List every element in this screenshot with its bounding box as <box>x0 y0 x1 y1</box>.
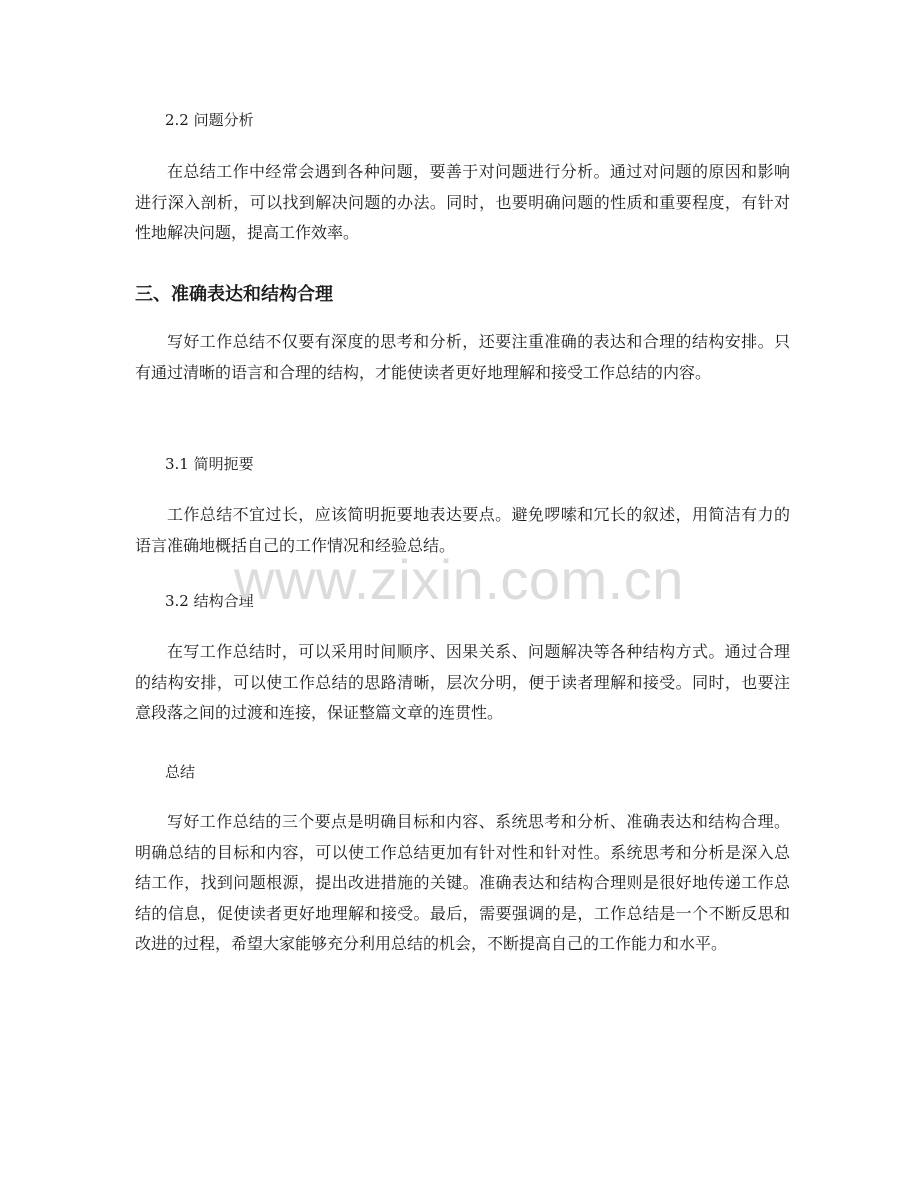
section-3-2-paragraph: 在写工作总结时，可以采用时间顺序、因果关系、问题解决等各种结构方式。通过合理的结构安排，可以使工作总结的思路清晰，层次分明，便于读者理解和接受。同时，也要注意段落之间的过渡和连接，保证整篇文章的连贯性。 <box>135 642 790 722</box>
section-3-1-paragraph: 工作总结不宜过长，应该简明扼要地表达要点。避免啰嗦和冗长的叙述，用简洁有力的语言准确地概括自己的工作情况和经验总结。 <box>135 505 790 555</box>
section-3-1-heading: 3.1 简明扼要 <box>165 455 254 473</box>
section-3-heading: 三、准确表达和结构合理 <box>135 284 333 305</box>
section-3-paragraph: 写好工作总结不仅要有深度的思考和分析，还要注重准确的表达和合理的结构安排。只有通过清晰的语言和合理的结构，才能使读者更好地理解和接受工作总结的内容。 <box>135 332 790 382</box>
watermark: www.zixin.com.cn <box>234 548 684 611</box>
section-2-2-paragraph: 在总结工作中经常会遇到各种问题，要善于对问题进行分析。通过对问题的原因和影响进行深入剖析，可以找到解决问题的办法。同时，也要明确问题的性质和重要程度，有针对性地解决问题，提高工作效率。 <box>135 162 790 242</box>
summary-heading: 总结 <box>165 763 196 781</box>
summary-paragraph: 写好工作总结的三个要点是明确目标和内容、系统思考和分析、准确表达和结构合理。明确总结的目标和内容，可以使工作总结更加有针对性和针对性。系统思考和分析是深入总结工作，找到问题根源，提出改进措施的关键。准确表达和结构合理则是很好地传递工作总结的信息，促使读者更好地理解和接受。最后，需要强调的是，工作总结是一个不断反思和改进的过程，希望大家能够充分利用总结的机会，不断提高自己的工作能力和水平。 <box>135 812 790 953</box>
section-3-2-heading: 3.2 结构合理 <box>165 592 254 610</box>
section-2-2-heading: 2.2 问题分析 <box>165 111 254 129</box>
